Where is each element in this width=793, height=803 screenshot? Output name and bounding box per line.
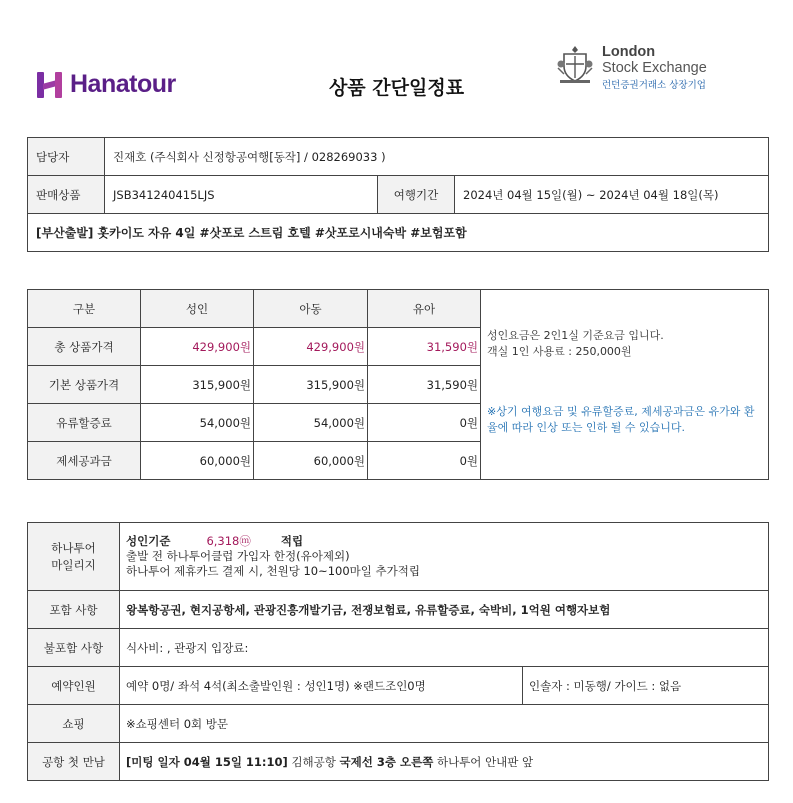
product-code-label: 판매상품: [28, 176, 105, 214]
booking-row: [28, 667, 769, 705]
meeting-row: [28, 743, 769, 781]
price-header-infant: 유아: [368, 290, 481, 328]
hanatour-logo-text: Hanatour: [70, 70, 176, 98]
manager-value: 진재호 (주식회사 신정항공여행[동작] / 028269033 ): [105, 138, 769, 176]
price-header-child: 아동: [254, 290, 368, 328]
page-title: 상품 간단일정표: [328, 77, 465, 99]
meeting-sign: 하나투어 안내판 앞: [433, 754, 534, 769]
product-row: [28, 176, 769, 214]
mileage-label-line1: 하나투어: [51, 540, 96, 555]
document-header: [0, 0, 793, 130]
mileage-value: [120, 523, 769, 591]
price-infant: 0원: [368, 442, 481, 480]
shopping-label: 쇼핑: [28, 705, 120, 743]
price-header-category: 구분: [28, 290, 141, 328]
meeting-value: [120, 743, 769, 781]
price-note-warning: ※상기 여행요금 및 유류할증료, 제세공과금은 유가와 환율에 따라 인상 또는 인하 될 수 있습니다.: [487, 405, 755, 434]
meeting-location: 국제선 3층 오른쪽: [339, 754, 434, 769]
lse-listed-note: 런던증권거래소 상장기업: [602, 80, 706, 91]
mileage-card-bonus: 하나투어 제휴카드 결제 시, 천원당 10~100마일 추가적립: [126, 564, 420, 578]
price-row-label: 제세공과금: [28, 442, 141, 480]
product-info-table: [27, 137, 769, 252]
price-header-adult: 성인: [141, 290, 254, 328]
meeting-datetime: [미팅 일자 04월 15일 11:10]: [126, 754, 288, 769]
travel-period-label: 여행기간: [378, 176, 455, 214]
include-value: 왕복항공권, 현지공항세, 관광진흥개발기금, 전쟁보험료, 유류할증료, 숙박비, 1억원 여행자보험: [120, 591, 769, 629]
manager-row: [28, 138, 769, 176]
exclude-row: [28, 629, 769, 667]
meeting-label: 공항 첫 만남: [28, 743, 120, 781]
exclude-label: 불포함 사항: [28, 629, 120, 667]
price-child: 429,900원: [254, 328, 368, 366]
booking-value: 예약 0명/ 좌석 4석(최소출발인원 : 성인1명) ※랜드조인0명: [120, 667, 523, 705]
price-note: [481, 290, 769, 480]
price-child: 54,000원: [254, 404, 368, 442]
guide-value: 인솔자 : 미동행/ 가이드 : 없음: [523, 667, 769, 705]
meeting-airport: 김해공항: [287, 754, 340, 769]
price-adult: 60,000원: [141, 442, 254, 480]
price-header-row: [28, 290, 769, 328]
mileage-row: [28, 523, 769, 591]
mileage-condition: 출발 전 하나투어클럽 가입자 한정(유아제외): [126, 549, 350, 563]
price-note-line2: 객실 1인 사용료 : 250,000원: [487, 345, 632, 358]
include-row: [28, 591, 769, 629]
include-label: 포함 사항: [28, 591, 120, 629]
price-child: 315,900원: [254, 366, 368, 404]
price-infant: 0원: [368, 404, 481, 442]
price-note-line1: 성인요금은 2인1실 기준요금 입니다.: [487, 329, 664, 342]
price-adult: 54,000원: [141, 404, 254, 442]
lse-logo: [556, 44, 707, 93]
product-code-value: JSB341240415LJS: [105, 176, 378, 214]
shopping-row: [28, 705, 769, 743]
price-row-label: 기본 상품가격: [28, 366, 141, 404]
shopping-value: ※쇼핑센터 0회 방문: [120, 705, 769, 743]
lse-name-line2: Stock Exchange: [602, 60, 707, 76]
price-infant: 31,590원: [368, 366, 481, 404]
price-row-label: 총 상품가격: [28, 328, 141, 366]
booking-label: 예약인원: [28, 667, 120, 705]
price-adult: 429,900원: [141, 328, 254, 366]
mileage-label-line2: 마일리지: [51, 557, 96, 572]
product-name-row: [28, 214, 769, 252]
lse-crest-icon: [556, 44, 594, 84]
mileage-label: [28, 523, 120, 591]
price-child: 60,000원: [254, 442, 368, 480]
product-name: [부산출발] 홋카이도 자유 4일 #삿포로 스트림 호텔 #삿포로시내숙박 #보험포함: [28, 214, 769, 252]
price-infant: 31,590원: [368, 328, 481, 366]
exclude-value: 식사비: , 관광지 입장료:: [120, 629, 769, 667]
mileage-points: 6,318ⓜ: [206, 534, 251, 548]
price-table: [27, 289, 769, 480]
manager-label: 담당자: [28, 138, 105, 176]
mileage-accrue: 적립: [280, 534, 304, 548]
price-adult: 315,900원: [141, 366, 254, 404]
details-table: [27, 522, 769, 781]
price-row-label: 유류할증료: [28, 404, 141, 442]
travel-period-value: 2024년 04월 15일(월) ~ 2024년 04월 18일(목): [455, 176, 769, 214]
lse-name-line1: London: [602, 44, 656, 60]
mileage-basis: 성인기준: [126, 534, 171, 548]
